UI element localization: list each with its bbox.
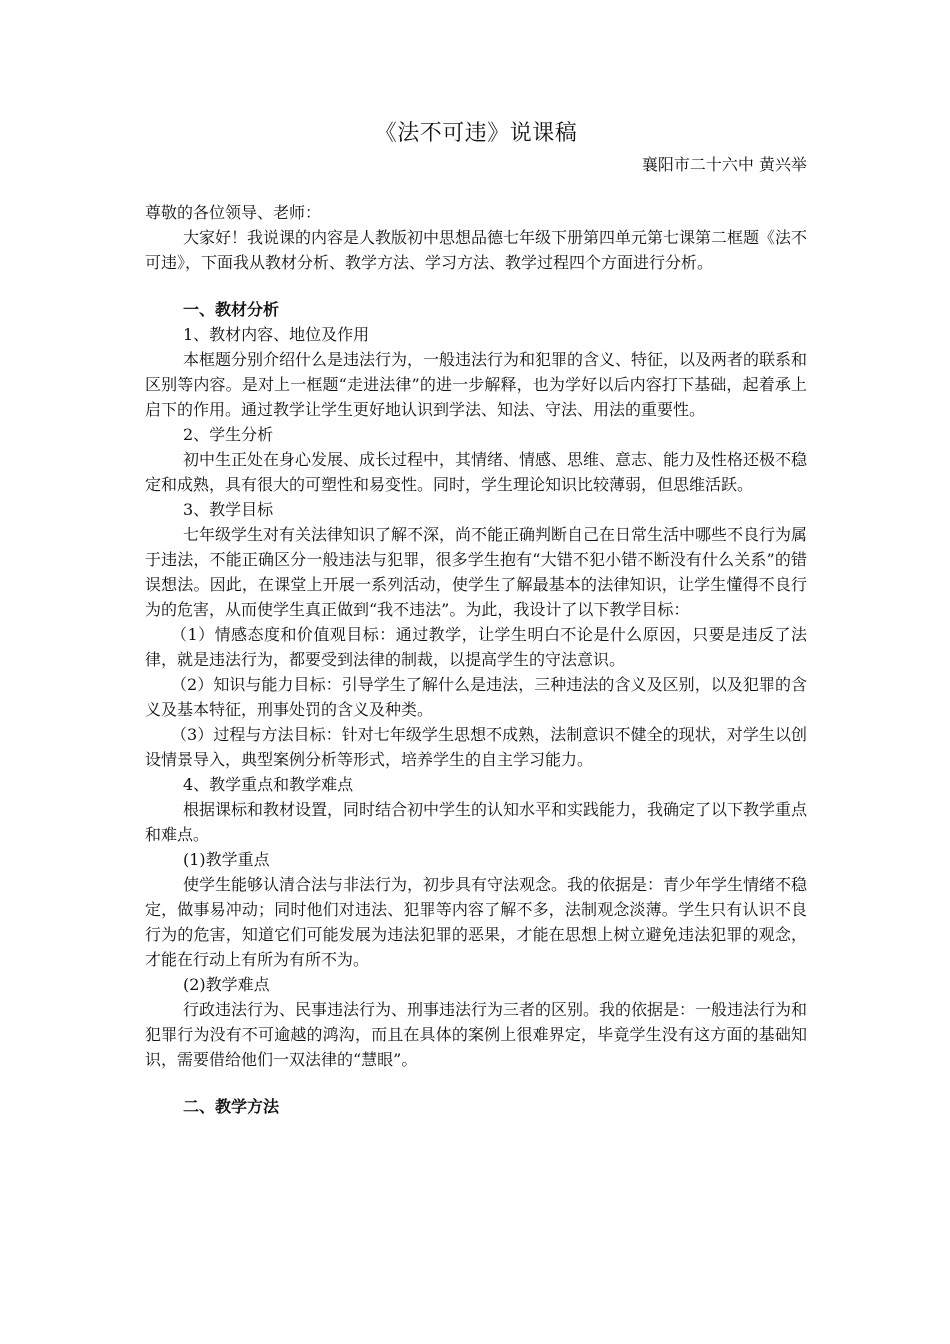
section-heading-teaching-methods: 二、教学方法	[183, 1097, 280, 1116]
section-heading-textbook-analysis: 一、教材分析	[183, 300, 280, 319]
subsection-title-students: 2、学生分析	[183, 425, 274, 444]
key-point-title: (1)教学重点	[183, 850, 270, 869]
paragraph-key-points: 根据课标和教材设置，同时结合初中学生的认知水平和实践能力，我确定了以下教学重点和难点。	[145, 800, 808, 844]
spacer	[145, 178, 807, 200]
subsection-title-content: 1、教材内容、地位及作用	[183, 325, 370, 344]
paragraph-goals: 七年级学生对有关法律知识了解不深，尚不能正确判断自己在日常生活中哪些不良行为属于违法，不能正确区分一般违法与犯罪，很多学生抱有“大错不犯小错不断没有什么关系”的错误想法。因此，在课堂上开展一系列活动，使学生了解最基本的法律知识，让学生懂得不良行为的危害，从而使学生真正做到“我不违法”。为此，我设计了以下教学目标：	[145, 525, 808, 619]
subsection-title-goals: 3、教学目标	[183, 500, 274, 519]
intro-paragraph: 大家好！我说课的内容是人教版初中思想品德七年级下册第四单元第七课第二框题《法不可违》，下面我从教材分析、教学方法、学习方法、教学过程四个方面进行分析。	[145, 228, 808, 272]
spacer	[145, 1072, 807, 1094]
goal-item-process: （3）过程与方法目标：针对七年级学生思想不成熟，法制意识不健全的现状，对学生以创设情景导入，典型案例分析等形式，培养学生的自主学习能力。	[145, 725, 807, 769]
goal-item-knowledge: （2）知识与能力目标：引导学生了解什么是违法，三种违法的含义及区别，以及犯罪的含义及基本特征，刑事处罚的含义及种类。	[145, 675, 807, 719]
subsection-title-key-points: 4、教学重点和教学难点	[183, 775, 354, 794]
greeting: 尊敬的各位领导、老师：	[145, 203, 322, 222]
document-author: 襄阳市二十六中 黄兴举	[641, 155, 807, 174]
difficulty-title: (2)教学难点	[183, 975, 270, 994]
paragraph-students: 初中生正处在身心发展、成长过程中，其情绪、情感、思维、意志、能力及性格还极不稳定和成熟，具有很大的可塑性和易变性。同时，学生理论知识比较薄弱，但思维活跃。	[145, 450, 808, 494]
key-point-text: 使学生能够认清合法与非法行为，初步具有守法观念。我的依据是：青少年学生情绪不稳定，做事易冲动；同时他们对违法、犯罪等内容了解不多，法制观念淡薄。学生只有认识不良行为的危害，知道它们可能发展为违法犯罪的恶果，才能在思想上树立避免违法犯罪的观念，才能在行动上有所为有所不为。	[145, 875, 808, 969]
goal-item-emotion: （1）情感态度和价值观目标：通过教学，让学生明白不论是什么原因，只要是违反了法律，就是违法行为，都要受到法律的制裁，以提高学生的守法意识。	[145, 625, 807, 669]
difficulty-text: 行政违法行为、民事违法行为、刑事违法行为三者的区别。我的依据是：一般违法行为和犯罪行为没有不可逾越的鸿沟，而且在具体的案例上很难界定，毕竟学生没有这方面的基础知识，需要借给他们一双法律的“慧眼”。	[145, 1000, 808, 1069]
spacer	[145, 275, 807, 297]
document-page	[145, 116, 807, 1119]
paragraph-content: 本框题分别介绍什么是违法行为，一般违法行为和犯罪的含义、特征，以及两者的联系和区别等内容。是对上一框题“走进法律”的进一步解释，也为学好以后内容打下基础，起着承上启下的作用。通过教学让学生更好地认识到学法、知法、守法、用法的重要性。	[145, 350, 808, 419]
document-title: 《法不可违》说课稿	[374, 121, 578, 146]
